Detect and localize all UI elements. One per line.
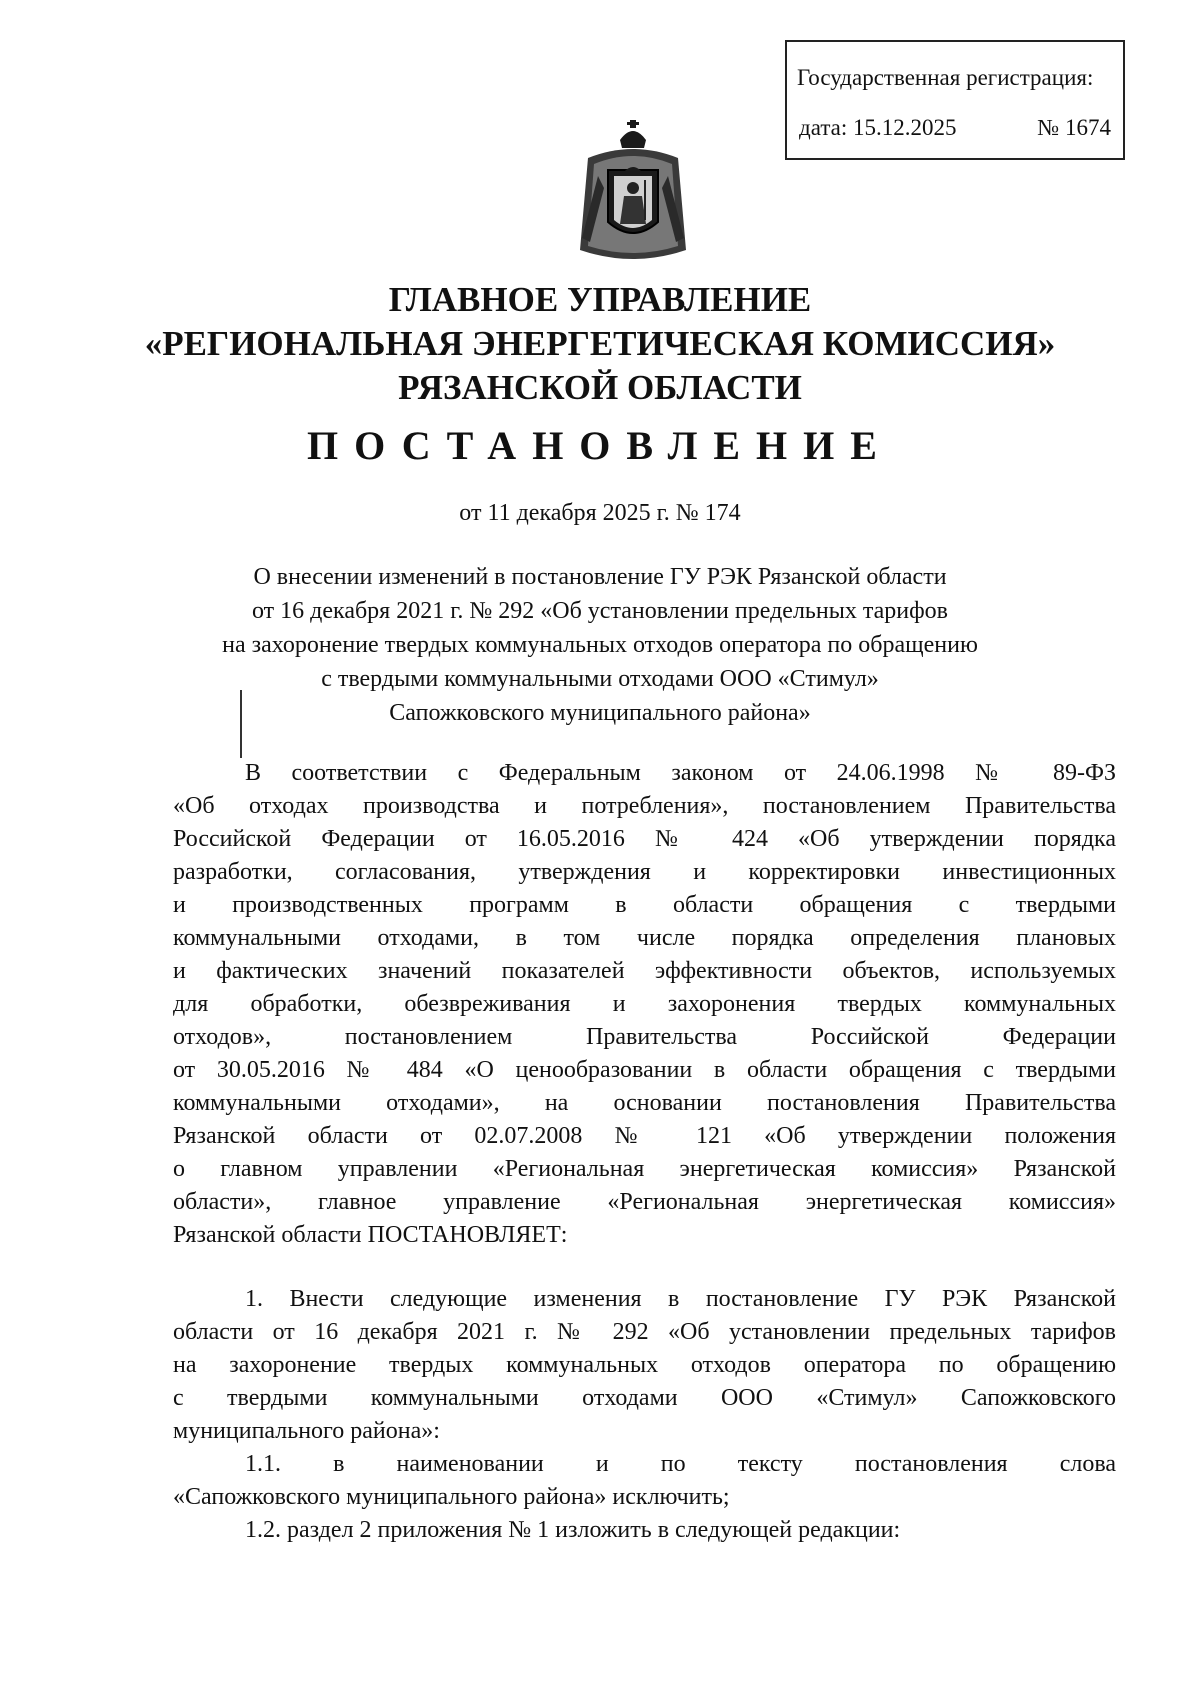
preamble-line: Рязанской области от 02.07.2008 № 121 «Об утверждении положения xyxy=(173,1123,1116,1149)
preamble-line: и производственных программ в области обращения с твердыми xyxy=(173,892,1116,918)
item-1-line: с твердыми коммунальными отходами ООО «Стимул» Сапожковского xyxy=(173,1385,1116,1411)
registration-title: Государственная регистрация: xyxy=(797,65,1094,90)
preamble-line: отходов», постановлением Правительства Российской Федерации xyxy=(173,1024,1116,1050)
item-1-line: области от 16 декабря 2021 г. № 292 «Об установлении предельных тарифов xyxy=(173,1319,1116,1345)
item-1-1-line: «Сапожковского муниципального района» исключить; xyxy=(173,1484,730,1510)
registration-details xyxy=(799,114,1111,142)
margin-mark xyxy=(240,690,242,758)
preamble-line: коммунальными отходами», на основании постановления Правительства xyxy=(173,1090,1116,1116)
item-1-line: на захоронение твердых коммунальных отходов оператора по обращению xyxy=(173,1352,1116,1378)
organization-title xyxy=(0,278,1200,410)
preamble-line: коммунальными отходами, в том числе порядка определения плановых xyxy=(173,925,1116,951)
ryazan-coat-of-arms-icon xyxy=(568,118,698,268)
subject-line: О внесении изменений в постановление ГУ РЭК Рязанской области xyxy=(253,564,947,590)
subject-line: от 16 декабря 2021 г. № 292 «Об установлении предельных тарифов xyxy=(251,598,948,624)
document-type: ПОСТАНОВЛЕНИЕ xyxy=(307,423,893,468)
document-subject xyxy=(0,560,1200,730)
subject-line: Сапожковского муниципального района» xyxy=(389,700,811,726)
preamble-line: о главном управлении «Региональная энергетическая комиссия» Рязанской xyxy=(173,1156,1116,1182)
preamble-line: и фактических значений показателей эффективности объектов, используемых xyxy=(173,958,1116,984)
item-1-line: муниципального района»: xyxy=(173,1418,440,1444)
preamble-line: разработки, согласования, утверждения и корректировки инвестиционных xyxy=(173,859,1116,885)
subject-line: на захоронение твердых коммунальных отходов оператора по обращению xyxy=(222,632,978,658)
item-1-2-line: 1.2. раздел 2 приложения № 1 изложить в следующей редакции: xyxy=(245,1517,901,1543)
preamble-line: «Об отходах производства и потребления», постановлением Правительства xyxy=(173,793,1116,819)
organization-line: ГЛАВНОЕ УПРАВЛЕНИЕ xyxy=(388,280,812,319)
preamble-line: В соответствии с Федеральным законом от 24.06.1998 № 89-ФЗ xyxy=(245,760,1116,786)
preamble-line: Рязанской области ПОСТАНОВЛЯЕТ: xyxy=(173,1222,568,1248)
item-1-line: 1. Внести следующие изменения в постановление ГУ РЭК Рязанской xyxy=(245,1286,1116,1312)
preamble-line: для обработки, обезвреживания и захоронения твердых коммунальных xyxy=(173,991,1116,1017)
item-1-1-line: 1.1. в наименовании и по тексту постановления слова xyxy=(245,1451,1116,1477)
subject-line: с твердыми коммунальными отходами ООО «Стимул» xyxy=(321,666,879,692)
organization-line: «РЕГИОНАЛЬНАЯ ЭНЕРГЕТИЧЕСКАЯ КОМИССИЯ» xyxy=(144,324,1056,363)
registration-number: № 1674 xyxy=(1037,115,1111,140)
registration-date: дата: 15.12.2025 xyxy=(799,115,957,140)
preamble-line: области», главное управление «Региональная энергетическая комиссия» xyxy=(173,1189,1116,1215)
organization-line: РЯЗАНСКОЙ ОБЛАСТИ xyxy=(398,368,802,407)
registration-stamp xyxy=(785,40,1125,160)
document-date: от 11 декабря 2025 г. № 174 xyxy=(459,500,741,526)
preamble-line: от 30.05.2016 № 484 «О ценообразовании в области обращения с твердыми xyxy=(173,1057,1116,1083)
preamble-line: Российской Федерации от 16.05.2016 № 424 «Об утверждении порядка xyxy=(173,826,1116,852)
